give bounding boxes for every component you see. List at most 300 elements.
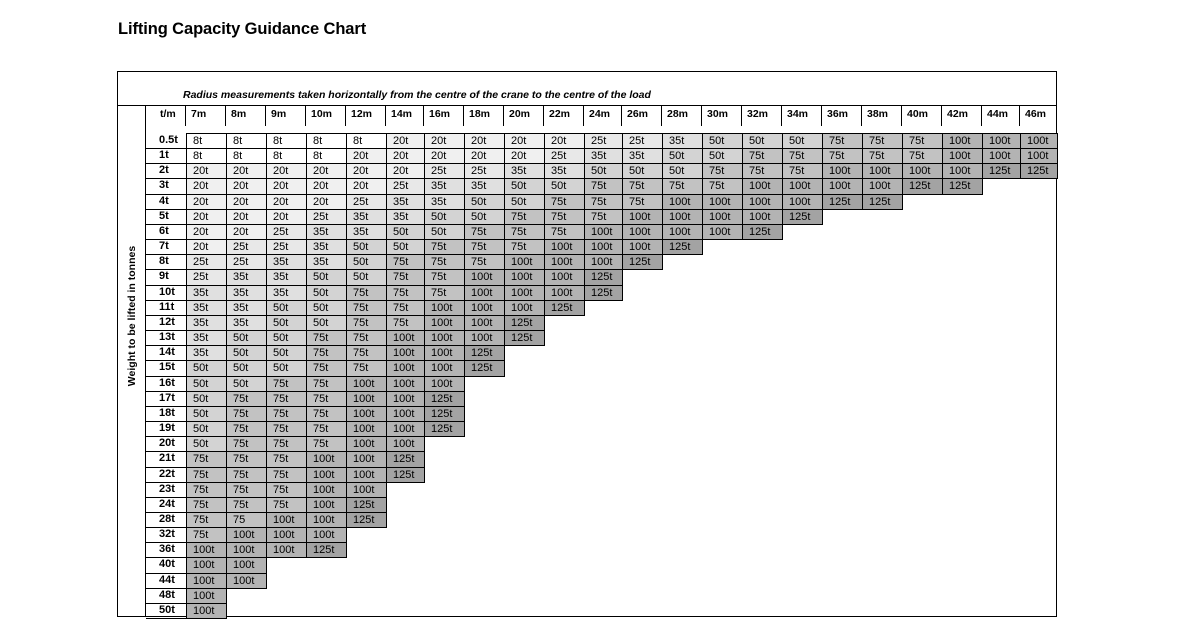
radius-header: 8m bbox=[226, 106, 266, 126]
capacity-cell: 75t bbox=[622, 178, 663, 194]
capacity-cell: 25t bbox=[424, 163, 465, 179]
radius-header: 20m bbox=[504, 106, 544, 126]
capacity-cell: 100t bbox=[702, 209, 743, 225]
capacity-cell: 100t bbox=[346, 451, 387, 467]
capacity-cell: 75t bbox=[742, 163, 783, 179]
radius-header: 9m bbox=[266, 106, 306, 126]
radius-header: 18m bbox=[464, 106, 504, 126]
capacity-cell: 20t bbox=[266, 163, 307, 179]
capacity-cell: 100t bbox=[266, 512, 307, 528]
capacity-cell: 35t bbox=[584, 148, 623, 164]
radius-header: 22m bbox=[544, 106, 584, 126]
weight-label: 44t bbox=[159, 573, 175, 586]
capacity-cell: 75t bbox=[742, 148, 783, 164]
radius-header: 44m bbox=[982, 106, 1020, 126]
capacity-cell: 100t bbox=[186, 603, 227, 619]
capacity-cell: 100t bbox=[464, 269, 505, 285]
capacity-cell: 75t bbox=[862, 148, 903, 164]
capacity-cell: 35t bbox=[662, 133, 703, 149]
capacity-cell: 75t bbox=[424, 239, 465, 255]
capacity-cell: 20t bbox=[346, 178, 387, 194]
capacity-cell: 50t bbox=[386, 224, 425, 240]
capacity-cell: 75t bbox=[226, 497, 267, 513]
capacity-cell: 50t bbox=[622, 163, 663, 179]
capacity-cell: 100t bbox=[386, 421, 425, 437]
weight-label: 19t bbox=[159, 422, 175, 435]
capacity-cell: 100t bbox=[424, 330, 465, 346]
capacity-cell: 50t bbox=[226, 345, 267, 361]
capacity-cell: 20t bbox=[186, 209, 227, 225]
radius-header: 16m bbox=[424, 106, 464, 126]
capacity-cell: 75t bbox=[226, 406, 267, 422]
weight-label: 22t bbox=[159, 467, 175, 480]
capacity-cell: 50t bbox=[346, 239, 387, 255]
capacity-cell: 125t bbox=[386, 451, 425, 467]
capacity-cell: 50t bbox=[186, 391, 227, 407]
capacity-cell: 25t bbox=[266, 239, 307, 255]
weight-label: 0.5t bbox=[159, 134, 178, 146]
row-divider bbox=[146, 618, 186, 619]
capacity-cell: 8t bbox=[266, 133, 307, 149]
weight-label: 15t bbox=[159, 361, 175, 374]
capacity-cell: 20t bbox=[386, 163, 425, 179]
capacity-cell: 75t bbox=[822, 133, 863, 149]
capacity-cell: 100t bbox=[346, 391, 387, 407]
capacity-cell: 35t bbox=[186, 345, 227, 361]
capacity-cell: 100t bbox=[544, 239, 585, 255]
capacity-cell: 75t bbox=[266, 451, 307, 467]
capacity-cell: 50t bbox=[226, 330, 267, 346]
capacity-cell: 125t bbox=[306, 542, 347, 558]
capacity-cell: 75t bbox=[584, 194, 623, 210]
capacity-cell: 100t bbox=[186, 557, 227, 573]
capacity-cell: 20t bbox=[346, 163, 387, 179]
capacity-cell: 75t bbox=[266, 467, 307, 483]
capacity-cell: 75t bbox=[226, 482, 267, 498]
capacity-cell: 75t bbox=[226, 391, 267, 407]
capacity-cell: 75t bbox=[464, 239, 505, 255]
capacity-cell: 35t bbox=[186, 300, 227, 316]
capacity-cell: 75t bbox=[306, 345, 347, 361]
capacity-cell: 100t bbox=[1020, 148, 1058, 164]
capacity-cell: 20t bbox=[386, 148, 425, 164]
capacity-cell: 125t bbox=[504, 315, 545, 331]
radius-header: 40m bbox=[902, 106, 942, 126]
capacity-cell: 100t bbox=[306, 451, 347, 467]
capacity-cell: 50t bbox=[504, 178, 545, 194]
capacity-cell: 50t bbox=[266, 315, 307, 331]
radius-header: 10m bbox=[306, 106, 346, 126]
capacity-cell: 75t bbox=[782, 148, 823, 164]
capacity-cell: 100t bbox=[424, 345, 465, 361]
capacity-cell: 35t bbox=[186, 285, 227, 301]
capacity-cell: 75t bbox=[306, 330, 347, 346]
capacity-cell: 50t bbox=[186, 406, 227, 422]
radius-header: 38m bbox=[862, 106, 902, 126]
capacity-cell: 75t bbox=[186, 512, 227, 528]
capacity-cell: 100t bbox=[504, 300, 545, 316]
weight-label: 48t bbox=[159, 588, 175, 601]
capacity-cell: 100t bbox=[662, 209, 703, 225]
capacity-cell: 75t bbox=[226, 467, 267, 483]
capacity-cell: 75t bbox=[306, 376, 347, 392]
capacity-cell: 75t bbox=[266, 482, 307, 498]
capacity-cell: 20t bbox=[186, 194, 227, 210]
capacity-cell: 100t bbox=[544, 269, 585, 285]
capacity-cell: 75t bbox=[346, 330, 387, 346]
capacity-cell: 100t bbox=[424, 300, 465, 316]
capacity-cell: 35t bbox=[186, 315, 227, 331]
capacity-cell: 100t bbox=[742, 194, 783, 210]
capacity-cell: 75t bbox=[186, 497, 227, 513]
capacity-cell: 35t bbox=[226, 285, 267, 301]
capacity-cell: 125t bbox=[862, 194, 903, 210]
capacity-cell: 35t bbox=[346, 224, 387, 240]
radius-header: 30m bbox=[702, 106, 742, 126]
capacity-cell: 20t bbox=[424, 148, 465, 164]
capacity-cell: 100t bbox=[386, 345, 425, 361]
capacity-cell: 35t bbox=[544, 163, 585, 179]
capacity-cell: 100t bbox=[822, 163, 863, 179]
capacity-cell: 100t bbox=[346, 467, 387, 483]
capacity-cell: 35t bbox=[306, 254, 347, 270]
capacity-cell: 125t bbox=[424, 391, 465, 407]
weight-label: 16t bbox=[159, 376, 175, 389]
capacity-cell: 75t bbox=[424, 254, 465, 270]
capacity-cell: 8t bbox=[226, 133, 267, 149]
capacity-cell: 100t bbox=[584, 239, 623, 255]
capacity-cell: 75t bbox=[186, 451, 227, 467]
weight-label: 6t bbox=[159, 224, 169, 237]
capacity-cell: 50t bbox=[742, 133, 783, 149]
capacity-cell: 25t bbox=[346, 194, 387, 210]
capacity-cell: 75t bbox=[226, 421, 267, 437]
capacity-cell: 100t bbox=[622, 224, 663, 240]
capacity-cell: 125t bbox=[942, 178, 983, 194]
capacity-cell: 20t bbox=[226, 194, 267, 210]
radius-header: 7m bbox=[186, 106, 226, 126]
capacity-cell: 100t bbox=[742, 178, 783, 194]
weight-label: 7t bbox=[159, 240, 169, 253]
capacity-cell: 20t bbox=[186, 224, 227, 240]
capacity-cell: 75t bbox=[266, 436, 307, 452]
capacity-cell: 20t bbox=[464, 148, 505, 164]
capacity-cell: 100t bbox=[662, 194, 703, 210]
capacity-cell: 75 bbox=[226, 512, 267, 528]
capacity-cell: 125t bbox=[662, 239, 703, 255]
capacity-cell: 35t bbox=[386, 209, 425, 225]
capacity-cell: 50t bbox=[544, 178, 585, 194]
capacity-cell: 25t bbox=[186, 254, 227, 270]
capacity-cell: 100t bbox=[306, 467, 347, 483]
capacity-cell: 100t bbox=[386, 360, 425, 376]
capacity-cell: 75t bbox=[266, 406, 307, 422]
capacity-cell: 100t bbox=[386, 391, 425, 407]
capacity-cell: 20t bbox=[306, 178, 347, 194]
capacity-cell: 75t bbox=[386, 254, 425, 270]
capacity-cell: 100t bbox=[186, 573, 227, 589]
capacity-cell: 100t bbox=[464, 300, 505, 316]
capacity-cell: 125t bbox=[504, 330, 545, 346]
capacity-cell: 50t bbox=[504, 194, 545, 210]
capacity-cell: 75t bbox=[346, 345, 387, 361]
weight-label: 17t bbox=[159, 391, 175, 404]
capacity-cell: 35t bbox=[186, 330, 227, 346]
capacity-cell: 35t bbox=[306, 224, 347, 240]
capacity-cell: 50t bbox=[306, 285, 347, 301]
capacity-cell: 100t bbox=[702, 224, 743, 240]
capacity-cell: 100t bbox=[266, 542, 307, 558]
capacity-cell: 50t bbox=[266, 345, 307, 361]
radius-header: 12m bbox=[346, 106, 386, 126]
capacity-cell: 100t bbox=[622, 239, 663, 255]
capacity-cell: 125t bbox=[822, 194, 863, 210]
capacity-cell: 75t bbox=[424, 285, 465, 301]
capacity-cell: 50t bbox=[306, 269, 347, 285]
capacity-cell: 20t bbox=[504, 133, 545, 149]
capacity-cell: 100t bbox=[504, 285, 545, 301]
capacity-cell: 50t bbox=[386, 239, 425, 255]
capacity-cell: 75t bbox=[544, 224, 585, 240]
capacity-cell: 75t bbox=[226, 451, 267, 467]
capacity-cell: 125t bbox=[902, 178, 943, 194]
capacity-cell: 100t bbox=[902, 163, 943, 179]
capacity-cell: 100t bbox=[186, 588, 227, 604]
capacity-cell: 75t bbox=[306, 391, 347, 407]
capacity-cell: 25t bbox=[386, 178, 425, 194]
capacity-cell: 25t bbox=[266, 224, 307, 240]
radius-header: 28m bbox=[662, 106, 702, 126]
capacity-cell: 20t bbox=[544, 133, 585, 149]
capacity-cell: 50t bbox=[266, 300, 307, 316]
capacity-cell: 75t bbox=[544, 194, 585, 210]
capacity-cell: 125t bbox=[424, 421, 465, 437]
capacity-cell: 25t bbox=[306, 209, 347, 225]
radius-header: 24m bbox=[584, 106, 622, 126]
capacity-cell: 100t bbox=[504, 269, 545, 285]
capacity-cell: 50t bbox=[266, 360, 307, 376]
capacity-cell: 100t bbox=[464, 285, 505, 301]
capacity-cell: 75t bbox=[386, 269, 425, 285]
capacity-cell: 75t bbox=[662, 178, 703, 194]
capacity-cell: 20t bbox=[504, 148, 545, 164]
capacity-cell: 20t bbox=[186, 239, 227, 255]
capacity-cell: 75t bbox=[266, 391, 307, 407]
weight-label: 32t bbox=[159, 528, 175, 541]
capacity-cell: 100t bbox=[782, 178, 823, 194]
capacity-cell: 100t bbox=[424, 315, 465, 331]
capacity-cell: 100t bbox=[862, 163, 903, 179]
capacity-cell: 35t bbox=[622, 148, 663, 164]
capacity-cell: 35t bbox=[346, 209, 387, 225]
capacity-cell: 20t bbox=[226, 163, 267, 179]
capacity-cell: 20t bbox=[306, 194, 347, 210]
capacity-cell: 25t bbox=[622, 133, 663, 149]
capacity-cell: 100t bbox=[306, 497, 347, 513]
capacity-cell: 100t bbox=[226, 542, 267, 558]
weight-label: 11t bbox=[159, 300, 175, 313]
capacity-cell: 75t bbox=[306, 406, 347, 422]
capacity-cell: 75t bbox=[186, 482, 227, 498]
capacity-cell: 100t bbox=[942, 133, 983, 149]
capacity-cell: 35t bbox=[386, 194, 425, 210]
capacity-cell: 100t bbox=[544, 254, 585, 270]
capacity-cell: 100t bbox=[386, 376, 425, 392]
capacity-cell: 8t bbox=[346, 133, 387, 149]
capacity-cell: 50t bbox=[226, 376, 267, 392]
radius-header: 34m bbox=[782, 106, 822, 126]
capacity-cell: 35t bbox=[424, 178, 465, 194]
capacity-cell: 50t bbox=[702, 133, 743, 149]
capacity-cell: 100t bbox=[504, 254, 545, 270]
capacity-cell: 20t bbox=[464, 133, 505, 149]
capacity-cell: 125t bbox=[424, 406, 465, 422]
capacity-cell: 100t bbox=[742, 209, 783, 225]
capacity-cell: 75t bbox=[186, 527, 227, 543]
capacity-cell: 125t bbox=[622, 254, 663, 270]
weight-label: 9t bbox=[159, 270, 169, 283]
capacity-cell: 100t bbox=[266, 527, 307, 543]
capacity-cell: 20t bbox=[346, 148, 387, 164]
capacity-cell: 75t bbox=[346, 360, 387, 376]
capacity-cell: 75t bbox=[822, 148, 863, 164]
capacity-cell: 75t bbox=[226, 436, 267, 452]
capacity-cell: 100t bbox=[464, 315, 505, 331]
capacity-cell: 75t bbox=[386, 285, 425, 301]
weight-label: 18t bbox=[159, 406, 175, 419]
capacity-cell: 35t bbox=[266, 254, 307, 270]
capacity-cell: 20t bbox=[424, 133, 465, 149]
capacity-cell: 125t bbox=[782, 209, 823, 225]
capacity-cell: 100t bbox=[622, 209, 663, 225]
capacity-cell: 75t bbox=[346, 315, 387, 331]
capacity-cell: 25t bbox=[226, 254, 267, 270]
capacity-cell: 100t bbox=[424, 360, 465, 376]
capacity-cell: 50t bbox=[702, 148, 743, 164]
capacity-cell: 25t bbox=[544, 148, 585, 164]
capacity-cell: 125t bbox=[346, 512, 387, 528]
capacity-cell: 100t bbox=[386, 406, 425, 422]
capacity-cell: 75t bbox=[622, 194, 663, 210]
capacity-cell: 25t bbox=[186, 269, 227, 285]
capacity-cell: 125t bbox=[584, 285, 623, 301]
capacity-cell: 125t bbox=[346, 497, 387, 513]
weight-label: 8t bbox=[159, 255, 169, 268]
capacity-cell: 75t bbox=[306, 436, 347, 452]
capacity-cell: 25t bbox=[584, 133, 623, 149]
chart-subtitle: Radius measurements taken horizontally from the centre of the crane to the centre of the load bbox=[183, 89, 651, 101]
capacity-cell: 8t bbox=[186, 148, 227, 164]
radius-header: 46m bbox=[1025, 108, 1047, 120]
capacity-cell: 20t bbox=[186, 178, 227, 194]
weight-label: 2t bbox=[159, 164, 169, 177]
capacity-cell: 50t bbox=[424, 209, 465, 225]
capacity-cell: 50t bbox=[662, 163, 703, 179]
corner-label: t/m bbox=[146, 106, 186, 126]
capacity-cell: 50t bbox=[186, 421, 227, 437]
capacity-cell: 20t bbox=[226, 224, 267, 240]
capacity-cell: 8t bbox=[226, 148, 267, 164]
capacity-cell: 100t bbox=[782, 194, 823, 210]
weight-label: 12t bbox=[159, 315, 175, 328]
capacity-cell: 100t bbox=[226, 573, 267, 589]
capacity-cell: 100t bbox=[1020, 133, 1058, 149]
capacity-cell: 100t bbox=[942, 148, 983, 164]
capacity-cell: 8t bbox=[266, 148, 307, 164]
capacity-cell: 50t bbox=[226, 360, 267, 376]
weight-label: 4t bbox=[159, 194, 169, 207]
weight-label: 5t bbox=[159, 209, 169, 222]
capacity-cell: 50t bbox=[306, 315, 347, 331]
capacity-cell: 35t bbox=[464, 178, 505, 194]
capacity-cell: 50t bbox=[782, 133, 823, 149]
capacity-cell: 100t bbox=[544, 285, 585, 301]
capacity-cell: 125t bbox=[544, 300, 585, 316]
capacity-cell: 20t bbox=[386, 133, 425, 149]
capacity-cell: 20t bbox=[266, 194, 307, 210]
capacity-cell: 100t bbox=[346, 482, 387, 498]
capacity-cell: 50t bbox=[306, 300, 347, 316]
capacity-cell: 75t bbox=[346, 300, 387, 316]
capacity-cell: 75t bbox=[266, 421, 307, 437]
capacity-cell: 125t bbox=[386, 467, 425, 483]
capacity-cell: 100t bbox=[942, 163, 983, 179]
weight-label: 23t bbox=[159, 482, 175, 495]
capacity-cell: 20t bbox=[226, 209, 267, 225]
capacity-cell: 125t bbox=[1020, 163, 1058, 179]
capacity-cell: 100t bbox=[386, 330, 425, 346]
capacity-cell: 100t bbox=[346, 436, 387, 452]
capacity-cell: 75t bbox=[584, 209, 623, 225]
capacity-cell: 100t bbox=[702, 194, 743, 210]
weight-label: 1t bbox=[159, 149, 169, 162]
capacity-cell: 25t bbox=[464, 163, 505, 179]
capacity-cell: 75t bbox=[464, 224, 505, 240]
capacity-cell: 100t bbox=[346, 376, 387, 392]
capacity-cell: 20t bbox=[266, 178, 307, 194]
weight-label: 36t bbox=[159, 543, 175, 556]
capacity-cell: 20t bbox=[226, 178, 267, 194]
weight-label: 28t bbox=[159, 513, 175, 525]
weight-label: 50t bbox=[159, 603, 175, 616]
capacity-cell: 75t bbox=[504, 209, 545, 225]
radius-header: 36m bbox=[822, 106, 862, 126]
weight-label: 24t bbox=[159, 497, 175, 510]
capacity-cell: 8t bbox=[186, 133, 227, 149]
weight-label: 10t bbox=[159, 285, 175, 298]
capacity-cell: 35t bbox=[266, 285, 307, 301]
capacity-cell: 100t bbox=[862, 178, 903, 194]
capacity-cell: 50t bbox=[584, 163, 623, 179]
capacity-cell: 100t bbox=[982, 133, 1021, 149]
page-title: Lifting Capacity Guidance Chart bbox=[118, 20, 367, 38]
capacity-cell: 125t bbox=[464, 345, 505, 361]
capacity-cell: 20t bbox=[306, 163, 347, 179]
weight-label: 3t bbox=[159, 179, 169, 192]
capacity-cell: 35t bbox=[226, 269, 267, 285]
capacity-cell: 75t bbox=[424, 269, 465, 285]
capacity-cell: 35t bbox=[504, 163, 545, 179]
capacity-cell: 75t bbox=[702, 178, 743, 194]
capacity-cell: 75t bbox=[386, 300, 425, 316]
capacity-cell: 75t bbox=[504, 239, 545, 255]
capacity-cell: 100t bbox=[306, 512, 347, 528]
capacity-cell: 100t bbox=[226, 557, 267, 573]
capacity-cell: 35t bbox=[226, 300, 267, 316]
capacity-cell: 35t bbox=[226, 315, 267, 331]
capacity-cell: 20t bbox=[186, 163, 227, 179]
capacity-cell: 100t bbox=[306, 527, 347, 543]
